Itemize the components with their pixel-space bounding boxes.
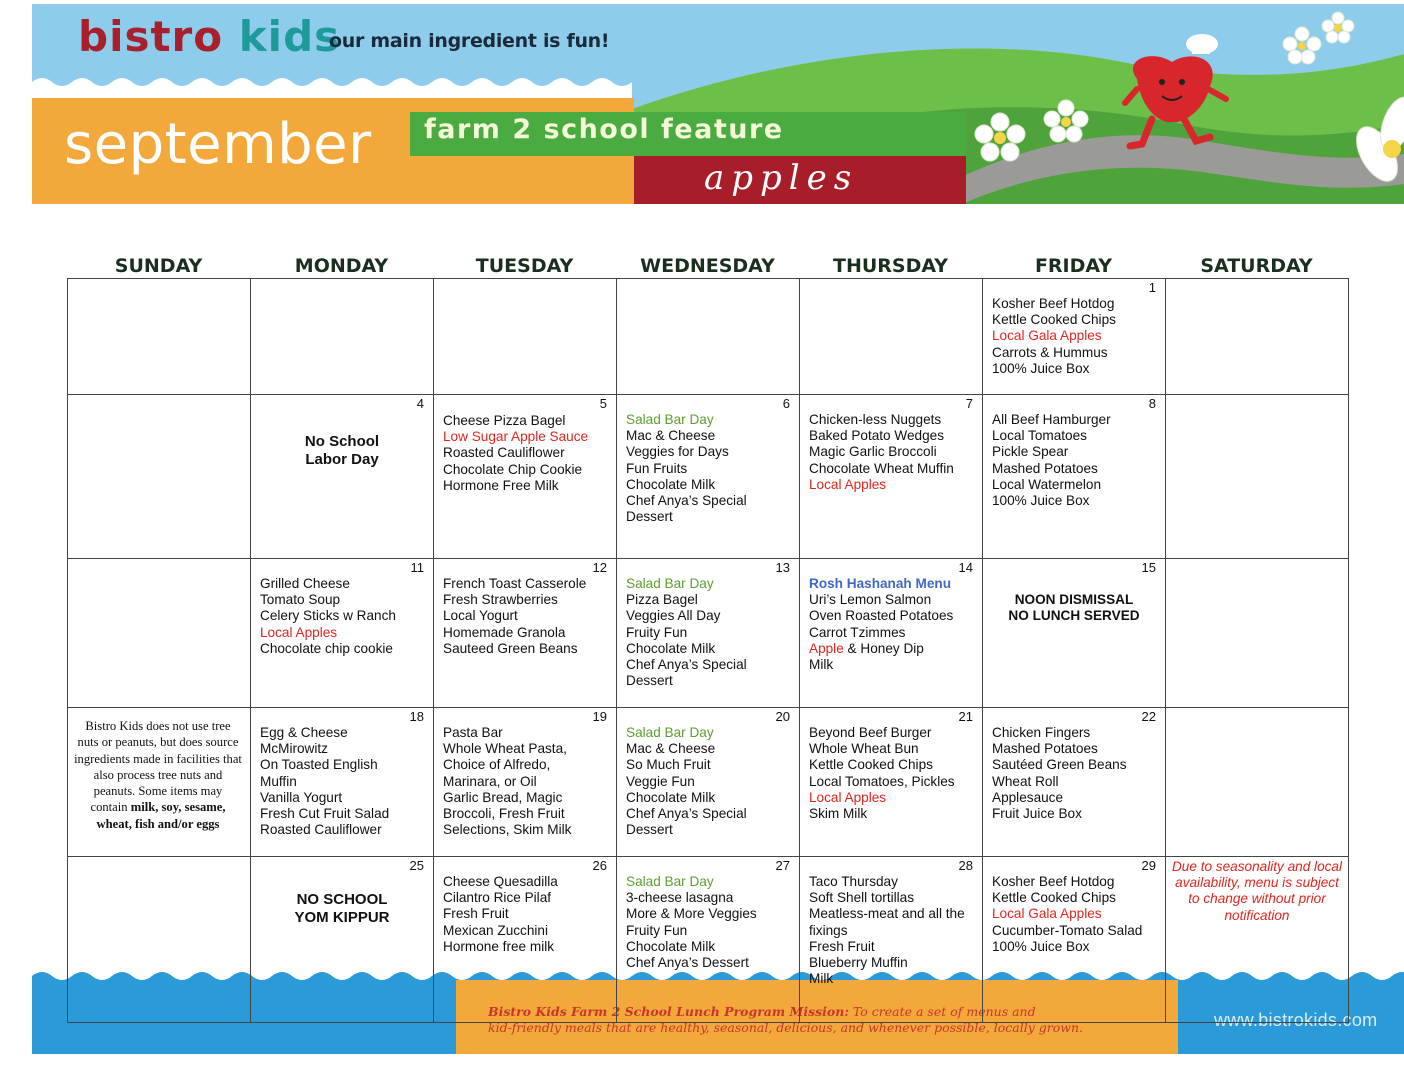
calendar-cell-sep-11 [250, 558, 434, 708]
menu-list [809, 576, 953, 673]
menu-item: Chef Anya’s Dessert [626, 955, 749, 971]
menu-item-salad-bar: Salad Bar Day [626, 412, 714, 427]
day-number: 18 [409, 709, 424, 724]
calendar-cell-sep-30 [1165, 856, 1349, 1023]
menu-item-local: Local Apples [809, 476, 887, 492]
menu-item: Hormone Free Milk [443, 477, 559, 493]
calendar-cell-sep-29 [982, 856, 1166, 1023]
header-banner [32, 4, 1404, 204]
calendar-cell-sep-25 [250, 856, 434, 1023]
menu-item: Blueberry Muffin [809, 955, 908, 971]
menu-item: Kettle Cooked Chips [992, 890, 1116, 906]
menu-item-salad-bar: Salad Bar Day [626, 576, 714, 591]
menu-item: Milk [809, 971, 834, 987]
menu-item: Fun Fruits [626, 460, 688, 476]
menu-item: Beyond Beef Burger [809, 725, 932, 740]
menu-item: Egg & Cheese [260, 725, 348, 740]
calendar-grid [67, 278, 1349, 1023]
menu-item: Fresh Strawberries [443, 592, 558, 608]
menu-item [809, 641, 953, 657]
calendar-cell-sep-4 [250, 394, 434, 559]
calendar-cell-sep-14 [799, 558, 983, 708]
menu-item: Meatless-meat and all the [809, 906, 965, 922]
menu-item: 3-cheese lasagna [626, 890, 734, 906]
menu-item: Cheese Pizza Bagel [443, 413, 566, 428]
day-number: 13 [775, 560, 790, 575]
calendar-cell-empty [67, 278, 251, 395]
menu-list [443, 413, 588, 494]
day-number: 19 [592, 709, 607, 724]
holiday-line1: NO SCHOOL [296, 891, 388, 908]
menu-item: Chef Anya’s Special [626, 493, 747, 509]
menu-heading-holiday: Rosh Hashanah Menu [809, 576, 951, 591]
calendar-cell-sep-5 [433, 394, 617, 559]
menu-item: Dessert [626, 822, 673, 838]
menu-item: Choice of Alfredo, [443, 757, 551, 773]
menu-item: Local Tomatoes, Pickles [809, 773, 955, 789]
day-number: 6 [782, 396, 790, 411]
menu-item: Carrots & Hummus [992, 344, 1108, 360]
holiday-line1: No School [304, 433, 380, 450]
menu-item: Grilled Cheese [260, 576, 350, 591]
calendar-cell-sep-10 [67, 558, 251, 708]
menu-list [443, 874, 558, 955]
menu-item: 100% Juice Box [992, 493, 1090, 509]
menu-list [626, 725, 747, 838]
menu-item: Fresh Cut Fruit Salad [260, 806, 390, 822]
day-number: 20 [775, 709, 790, 724]
menu-item: 100% Juice Box [992, 938, 1090, 954]
day-header-friday: FRIDAY [1034, 255, 1113, 277]
featured-item-label: apples [704, 158, 859, 198]
calendar-cell-sep-17 [67, 707, 251, 857]
menu-item: All Beef Hamburger [992, 412, 1111, 427]
menu-item: Wheat Roll [992, 773, 1059, 789]
allergen-list: milk, soy, sesame, wheat, fish and/or eggs [96, 800, 226, 831]
menu-item: Applesauce [992, 789, 1064, 805]
menu-item-local: Local Apples [809, 789, 887, 805]
menu-item: Hormone free milk [443, 938, 555, 954]
month-title: september [64, 112, 372, 177]
menu-item: French Toast Casserole [443, 576, 587, 591]
menu-item: Fresh Fruit [443, 906, 509, 922]
menu-item: Veggies All Day [626, 608, 721, 624]
menu-item-salad-bar: Salad Bar Day [626, 874, 714, 889]
menu-item-local: Local Gala Apples [992, 328, 1102, 344]
menu-list [260, 725, 389, 838]
day-number: 29 [1141, 858, 1156, 873]
menu-change-notice: Due to seasonality and local availability, menu is subject to change without prior notification [1171, 859, 1343, 923]
dismissal-line2: NO LUNCH SERVED [1008, 608, 1140, 624]
menu-list [443, 725, 571, 838]
calendar-cell-sep-1 [982, 278, 1166, 395]
menu-item: Chocolate Milk [626, 789, 716, 805]
holiday-notice [251, 891, 433, 927]
calendar-cell-empty [1165, 278, 1349, 395]
calendar-cell-empty [799, 278, 983, 395]
day-number: 22 [1141, 709, 1156, 724]
menu-item: Mashed Potatoes [992, 741, 1098, 757]
menu-item: Fruit Juice Box [992, 806, 1082, 822]
holiday-line2: Labor Day [305, 451, 379, 468]
menu-item-salad-bar: Salad Bar Day [626, 725, 714, 740]
logo-bistro-text: bistro [78, 12, 239, 61]
menu-item: Oven Roasted Potatoes [809, 608, 954, 624]
day-header-thursday: THURSDAY [832, 255, 949, 277]
logo-kids-text: kids [238, 12, 341, 61]
menu-list [443, 576, 586, 657]
calendar-cell-sep-27 [616, 856, 800, 1023]
menu-item: Local Watermelon [992, 476, 1102, 492]
allergen-text: Bistro Kids does not use tree nuts or peanuts, but does source ingredients made in facilities that also process tree nuts and peanuts. Some items may contain [74, 719, 242, 815]
menu-item: Carrot Tzimmes [809, 624, 906, 640]
menu-item: Veggies for Days [626, 444, 729, 460]
menu-item: Dessert [626, 673, 673, 689]
menu-item: Mexican Zucchini [443, 922, 549, 938]
calendar-cell-sep-3 [67, 394, 251, 559]
menu-item: Sauteed Green Beans [443, 640, 578, 656]
calendar-cell-sep-22 [982, 707, 1166, 857]
calendar-cell-empty [616, 278, 800, 395]
menu-item: Tomato Soup [260, 592, 341, 608]
day-number: 27 [775, 858, 790, 873]
menu-item: Kettle Cooked Chips [809, 757, 933, 773]
day-header-monday: MONDAY [294, 255, 389, 277]
calendar-cell-sep-28 [799, 856, 983, 1023]
menu-list [626, 874, 757, 971]
day-number: 11 [410, 560, 424, 575]
menu-list [809, 725, 955, 822]
mission-text-line1: To create a set of menus and [848, 1004, 1036, 1019]
day-number: 28 [958, 858, 973, 873]
day-header-tuesday: TUESDAY [475, 255, 574, 277]
calendar-cell-sep-13 [616, 558, 800, 708]
menu-item-local: Low Sugar Apple Sauce [443, 429, 589, 445]
calendar-cell-empty [433, 278, 617, 395]
day-number: 21 [958, 709, 973, 724]
menu-item: Chef Anya’s Special [626, 657, 747, 673]
holiday-notice [251, 433, 433, 469]
menu-item: Chocolate Wheat Muffin [809, 460, 954, 476]
day-number: 7 [965, 396, 973, 411]
menu-item: Garlic Bread, Magic [443, 789, 563, 805]
menu-item: Marinara, or Oil [443, 773, 537, 789]
tagline: our main ingredient is fun! [329, 30, 610, 52]
menu-item-local: Local Apples [260, 624, 338, 640]
day-number: 12 [592, 560, 607, 575]
menu-item: Baked Potato Wedges [809, 428, 945, 444]
menu-item: Magic Garlic Broccoli [809, 444, 937, 460]
menu-item: Broccoli, Fresh Fruit [443, 806, 565, 822]
day-header-wednesday: WEDNESDAY [640, 255, 775, 277]
menu-item: On Toasted English [260, 757, 378, 773]
menu-item-local: Local Gala Apples [992, 906, 1102, 922]
menu-item: Pickle Spear [992, 444, 1069, 460]
day-number: 8 [1148, 396, 1156, 411]
menu-item: Roasted Cauliflower [443, 445, 565, 461]
day-number: 4 [416, 396, 424, 411]
menu-list [992, 874, 1142, 955]
menu-item: Local Tomatoes [992, 428, 1087, 444]
menu-list [626, 412, 747, 525]
day-number: 26 [592, 858, 607, 873]
bistro-kids-logo [78, 12, 340, 61]
menu-item: Milk [809, 657, 834, 673]
menu-item: Uri’s Lemon Salmon [809, 592, 932, 608]
menu-list [626, 576, 747, 689]
mission-text-line2: kid-friendly meals that are healthy, seasonal, delicious, and whenever possible, locally grown. [488, 1020, 1084, 1035]
menu-item: Selections, Skim Milk [443, 822, 572, 838]
menu-item: 100% Juice Box [992, 360, 1090, 376]
menu-item: Chef Anya’s Special [626, 806, 747, 822]
calendar-cell-sep-9 [1165, 394, 1349, 559]
calendar-cell-sep-7 [799, 394, 983, 559]
day-number: 25 [409, 858, 424, 873]
menu-item: Muffin [260, 773, 297, 789]
day-number: 5 [599, 396, 607, 411]
menu-item: McMirowitz [260, 741, 328, 757]
menu-list [992, 296, 1116, 377]
menu-item: Chocolate Milk [626, 640, 716, 656]
menu-item: So Much Fruit [626, 757, 711, 773]
menu-item: Cilantro Rice Pilaf [443, 890, 552, 906]
menu-item: fixings [809, 922, 848, 938]
menu-list [809, 874, 965, 987]
dismissal-notice [983, 592, 1165, 624]
menu-item-rest: & Honey Dip [843, 640, 924, 656]
calendar-cell-sep-23 [1165, 707, 1349, 857]
menu-item: Cucumber-Tomato Salad [992, 922, 1143, 938]
feature-label: farm 2 school feature [424, 114, 784, 145]
menu-item: Local Yogurt [443, 608, 518, 624]
menu-item: Pizza Bagel [626, 592, 698, 608]
day-number: 15 [1141, 560, 1156, 575]
menu-list [809, 412, 954, 493]
menu-item: Mac & Cheese [626, 428, 716, 444]
menu-item: Taco Thursday [809, 874, 898, 889]
menu-item-local: Apple [809, 640, 844, 656]
menu-item: Homemade Granola [443, 624, 566, 640]
menu-item: Chicken-less Nuggets [809, 412, 942, 427]
calendar-cell-sep-15 [982, 558, 1166, 708]
menu-item: Mac & Cheese [626, 741, 716, 757]
calendar-cell-sep-6 [616, 394, 800, 559]
menu-item: Chicken Fingers [992, 725, 1091, 740]
calendar-cell-sep-20 [616, 707, 800, 857]
menu-item: Soft Shell tortillas [809, 890, 915, 906]
menu-item: Celery Sticks w Ranch [260, 608, 396, 624]
menu-item: Vanilla Yogurt [260, 789, 343, 805]
dismissal-line1: NOON DISMISSAL [1014, 592, 1134, 607]
menu-item: Kosher Beef Hotdog [992, 874, 1115, 889]
menu-item: Mashed Potatoes [992, 460, 1098, 476]
menu-item: Sautéed Green Beans [992, 757, 1127, 773]
calendar-cell-empty [250, 278, 434, 395]
calendar-cell-sep-12 [433, 558, 617, 708]
menu-item: Fruity Fun [626, 624, 688, 640]
menu-item: Whole Wheat Bun [809, 741, 919, 757]
menu-item: Chocolate Milk [626, 938, 716, 954]
calendar-cell-sep-21 [799, 707, 983, 857]
menu-list [992, 725, 1127, 822]
menu-item: Veggie Fun [626, 773, 695, 789]
menu-item: Fresh Fruit [809, 938, 875, 954]
menu-item: Skim Milk [809, 806, 868, 822]
allergen-disclaimer [74, 718, 242, 832]
menu-item: Chocolate Chip Cookie [443, 461, 583, 477]
day-number: 14 [958, 560, 973, 575]
holiday-line2: YOM KIPPUR [294, 909, 390, 926]
calendar-cell-sep-18 [250, 707, 434, 857]
calendar-cell-sep-16 [1165, 558, 1349, 708]
mission-title: Bistro Kids Farm 2 School Lunch Program Mission: [488, 1004, 849, 1019]
menu-item: More & More Veggies [626, 906, 757, 922]
calendar-cell-sep-8 [982, 394, 1166, 559]
menu-item: Roasted Cauliflower [260, 822, 382, 838]
day-header-saturday: SATURDAY [1200, 255, 1313, 277]
menu-item: Fruity Fun [626, 922, 688, 938]
calendar-cell-sep-19 [433, 707, 617, 857]
menu-list [992, 412, 1111, 509]
menu-item: Chocolate chip cookie [260, 640, 393, 656]
menu-item: Cheese Quesadilla [443, 874, 558, 889]
menu-item: Pasta Bar [443, 725, 503, 740]
menu-list [260, 576, 396, 657]
menu-item: Kettle Cooked Chips [992, 312, 1116, 328]
day-header-sunday: SUNDAY [114, 255, 203, 277]
calendar-cell-sep-26 [433, 856, 617, 1023]
calendar-cell-sep-24 [67, 856, 251, 1023]
website-link[interactable]: www.bistrokids.com [1214, 1010, 1378, 1030]
menu-item: Chocolate Milk [626, 476, 716, 492]
menu-item: Dessert [626, 509, 673, 525]
menu-item: Whole Wheat Pasta, [443, 741, 567, 757]
menu-item: Kosher Beef Hotdog [992, 296, 1115, 311]
day-number: 1 [1148, 280, 1156, 295]
